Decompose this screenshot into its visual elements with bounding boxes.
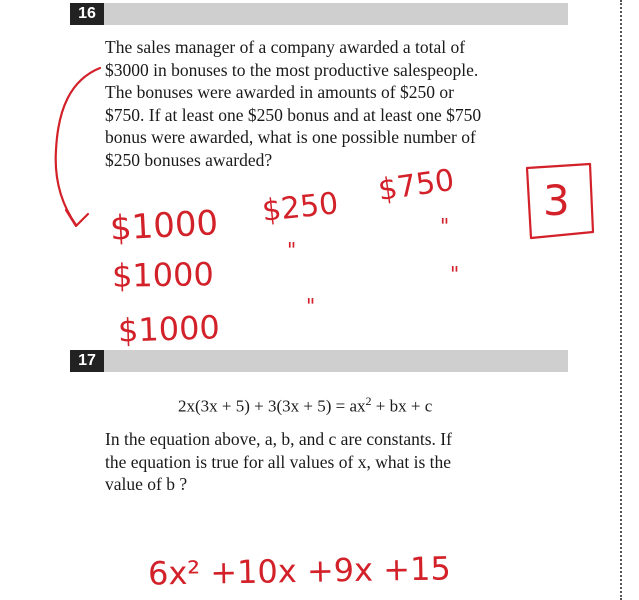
question-16-line: The sales manager of a company awarded a total of [105,37,466,57]
question-17-equation [178,394,432,417]
question-16-text [105,36,481,171]
equation-right: + bx + c [371,396,433,416]
question-17-line: value of b ? [105,474,188,494]
arrow-head-icon [66,210,88,226]
question-16-line: bonus were awarded, what is one possible number of [105,127,476,147]
question-16-line: $250 bonuses awarded? [105,149,273,170]
handwritten-col-250: $250 [260,186,340,229]
question-16-line: $750. If at least one $250 bonus and at least one $750 [105,104,482,125]
question-17-text [105,428,452,496]
question-16-line: $3000 in bonuses to the most productive salespeople. [105,59,479,80]
dotted-margin-line [620,0,622,600]
equation-left: 2x(3x + 5) + 3(3x + 5) = ax [178,396,366,416]
handwritten-amount-3: $1000 [117,308,221,350]
ditto-mark: " [306,294,316,318]
handwritten-amount-1: $1000 [109,203,220,249]
question-16-line: The bonuses were awarded in amounts of $250 or [105,82,454,102]
equation-exponent: 2 [365,394,372,408]
question-16-number: 16 [70,3,104,25]
answer-16: 3 [543,176,570,225]
ditto-mark: " [287,238,297,262]
curved-arrow-icon [56,68,100,225]
question-17-number: 17 [70,350,104,372]
ditto-mark: " [450,262,460,286]
ditto-mark: " [440,214,450,238]
question-17-header-bar [70,350,568,372]
handwritten-work-17: 6x² +10x +9x +15 [147,549,452,593]
handwritten-amount-2: $1000 [111,255,215,295]
question-17-line: the equation is true for all values of x, what is the [105,451,452,472]
question-16-header-bar [70,3,568,25]
question-17-line: In the equation above, a, b, and c are constants. If [105,429,452,449]
handwritten-col-750: $750 [375,162,457,209]
